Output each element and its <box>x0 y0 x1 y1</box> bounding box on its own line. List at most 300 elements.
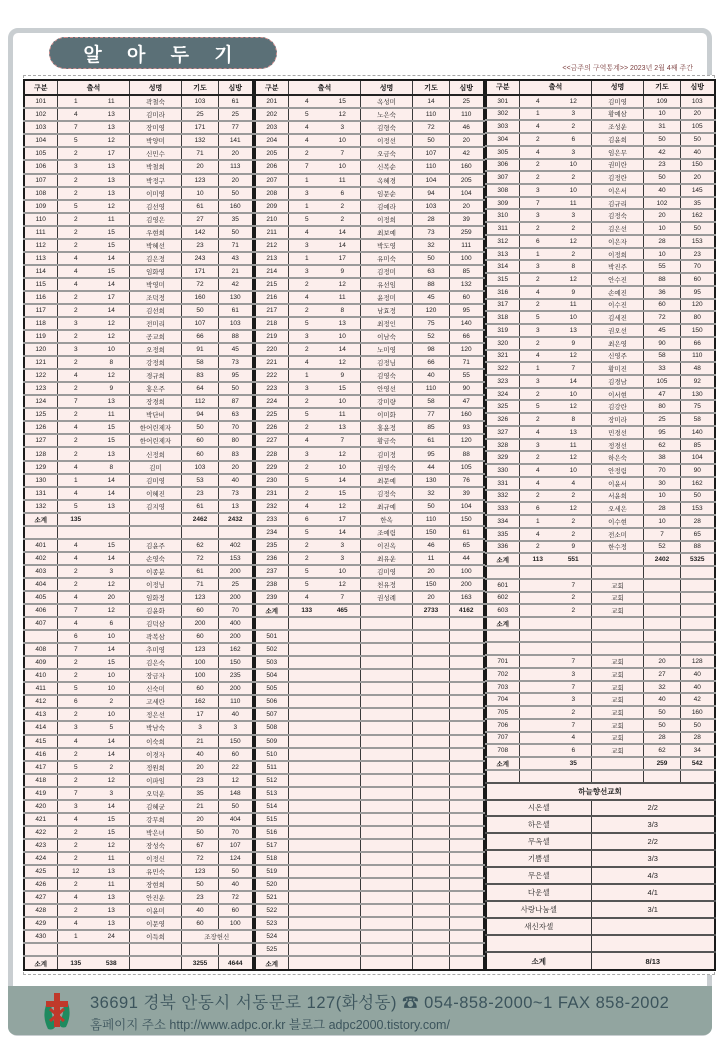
table-cell <box>58 95 130 108</box>
table-cell <box>219 526 253 539</box>
table-row <box>486 579 715 592</box>
table-cell: 108 <box>24 187 58 200</box>
attendance-b: 2 <box>571 607 576 615</box>
table-cell <box>58 487 130 500</box>
table-cell: 153 <box>219 552 253 565</box>
table-cell: 50 <box>681 222 715 235</box>
table-cell <box>361 852 413 865</box>
table-cell: 66 <box>681 337 715 350</box>
attendance-b: 11 <box>338 411 346 419</box>
table-cell: 이윤서 <box>592 477 644 490</box>
table-cell <box>289 826 361 839</box>
table-cell: 최유운 <box>361 552 413 565</box>
attendance-b: 12 <box>569 237 577 245</box>
attendance-a: 2 <box>73 659 78 667</box>
table-cell: 130 <box>681 388 715 401</box>
table-cell: 407 <box>24 617 58 630</box>
table-cell: 323 <box>486 375 520 388</box>
attendance-a: 5 <box>73 685 78 693</box>
table-cell <box>520 693 592 706</box>
table-cell: 권오선 <box>592 324 644 337</box>
table-cell <box>520 413 592 426</box>
table-cell: 402 <box>24 552 58 565</box>
attendance-a: 135 <box>70 959 82 967</box>
table-cell <box>592 757 644 770</box>
table-cell: 2402 <box>644 553 681 566</box>
table-cell: 김정란 <box>592 171 644 184</box>
table-row <box>255 239 484 252</box>
table-cell <box>361 617 413 630</box>
table-cell: 162 <box>182 695 219 708</box>
attendance-a: 4 <box>535 288 540 296</box>
table-cell: 73 <box>219 487 253 500</box>
table-cell: 이혜진 <box>130 487 182 500</box>
attendance-a: 4 <box>304 502 309 510</box>
table-cell: 123 <box>182 174 219 187</box>
attendance-b: 2 <box>571 594 576 602</box>
table-cell: 107 <box>24 174 58 187</box>
table-cell: 90 <box>450 382 484 395</box>
table-row <box>486 935 715 952</box>
table-row <box>486 884 715 901</box>
table-cell: 이남숙 <box>361 330 413 343</box>
table-row <box>486 553 715 566</box>
table-row <box>24 682 253 695</box>
attendance-a: 2 <box>73 437 78 445</box>
attendance-a: 5 <box>304 111 309 119</box>
footer-text <box>90 989 669 1033</box>
attendance-b: 8 <box>109 463 114 471</box>
table-row <box>486 375 715 388</box>
table-cell: 512 <box>255 774 289 787</box>
table-row <box>255 813 484 826</box>
table-cell: 508 <box>255 721 289 734</box>
table-row <box>24 930 253 943</box>
table-cell: 114 <box>24 265 58 278</box>
table-cell <box>413 643 450 656</box>
attendance-a: 2 <box>535 135 540 143</box>
table-cell: 103 <box>413 200 450 213</box>
table-cell: 511 <box>255 761 289 774</box>
attendance-a: 5 <box>73 502 78 510</box>
table-cell: 김강란 <box>592 400 644 413</box>
table-cell: 김선영 <box>130 200 182 213</box>
table-cell <box>289 735 361 748</box>
table-cell: 장현희 <box>130 878 182 891</box>
attendance-a: 3 <box>535 326 540 334</box>
table-cell: 58 <box>182 356 219 369</box>
attendance-b: 6 <box>340 189 345 197</box>
table-row <box>486 273 715 286</box>
table-cell: 김규리 <box>592 197 644 210</box>
table-cell: 신숙미 <box>130 682 182 695</box>
table-cell <box>520 617 592 630</box>
table-group-1 <box>23 79 254 971</box>
table-cell <box>361 839 413 852</box>
table-group-2 <box>254 79 485 971</box>
table-row <box>24 839 253 852</box>
table-cell: 최문예 <box>361 474 413 487</box>
table-cell: 28 <box>681 732 715 745</box>
table-cell <box>58 174 130 187</box>
table-cell: 40 <box>681 681 715 694</box>
table-cell: 222 <box>255 369 289 382</box>
table-cell: 88 <box>450 447 484 460</box>
table-cell <box>413 761 450 774</box>
attendance-b: 12 <box>107 607 115 615</box>
attendance-a: 3 <box>73 346 78 354</box>
table-cell: 8/13 <box>592 952 715 970</box>
table-cell: 교회 <box>592 719 644 732</box>
table-cell <box>289 369 361 382</box>
table-cell: 62 <box>644 744 681 757</box>
table-cell: 330 <box>486 464 520 477</box>
table-row <box>24 565 253 578</box>
table-cell: 128 <box>24 447 58 460</box>
table-cell: 31 <box>644 120 681 133</box>
table-cell <box>289 461 361 474</box>
table-cell <box>450 917 484 930</box>
table-cell: 21 <box>219 265 253 278</box>
attendance-b: 8 <box>340 306 345 314</box>
attendance-a: 5 <box>535 403 540 411</box>
attendance-b: 10 <box>338 137 346 145</box>
table-cell <box>289 500 361 513</box>
attendance-a: 4 <box>73 424 78 432</box>
table-cell: 50 <box>182 421 219 434</box>
table-cell: 514 <box>255 800 289 813</box>
table-row <box>486 400 715 413</box>
table-cell <box>58 943 130 956</box>
table-cell: 22 <box>219 761 253 774</box>
table-cell <box>58 904 130 917</box>
table-row <box>255 187 484 200</box>
table-cell <box>450 708 484 721</box>
table-cell <box>450 682 484 695</box>
table-cell: 김영숙 <box>361 369 413 382</box>
table-cell: 210 <box>255 213 289 226</box>
table-cell: 200 <box>450 578 484 591</box>
table-cell: 132 <box>182 134 219 147</box>
table-cell <box>361 956 413 970</box>
table-cell: 50 <box>681 490 715 503</box>
attendance-b: 11 <box>569 199 577 207</box>
table-cell: 교회 <box>592 579 644 592</box>
table-row <box>24 395 253 408</box>
attendance-a: 5 <box>304 528 309 536</box>
table-cell: 60 <box>681 273 715 286</box>
table-cell: 410 <box>24 669 58 682</box>
table-cell: 415 <box>24 735 58 748</box>
table-row <box>255 174 484 187</box>
table-cell: 60 <box>182 630 219 643</box>
table-cell: 50 <box>644 133 681 146</box>
table-cell: 2/2 <box>592 833 715 850</box>
table-row <box>486 867 715 884</box>
table-cell <box>450 943 484 956</box>
table-row <box>255 369 484 382</box>
table-cell: 105 <box>24 147 58 160</box>
table-cell <box>450 839 484 852</box>
table-cell: 이득희 <box>130 930 182 943</box>
table-cell: 320 <box>486 337 520 350</box>
table-cell: 215 <box>255 278 289 291</box>
table-cell <box>592 617 644 630</box>
table-cell <box>289 487 361 500</box>
attendance-a: 3 <box>535 441 540 449</box>
table-cell: 116 <box>24 291 58 304</box>
table-cell: 85 <box>681 439 715 452</box>
table-cell: 113 <box>219 160 253 173</box>
table-cell: 20 <box>182 160 219 173</box>
table-cell: 205 <box>450 174 484 187</box>
table-cell <box>58 278 130 291</box>
table-cell <box>413 930 450 943</box>
attendance-a: 133 <box>301 607 313 615</box>
table-cell <box>289 917 361 930</box>
attendance-b: 15 <box>107 267 115 275</box>
table-cell <box>361 721 413 734</box>
table-row <box>255 761 484 774</box>
attendance-a: 6 <box>73 698 78 706</box>
table-cell: 45 <box>413 291 450 304</box>
table-cell <box>644 592 681 605</box>
table-cell: 10 <box>644 222 681 235</box>
attendance-b: 14 <box>338 346 346 354</box>
table-cell <box>520 553 592 566</box>
table-cell: 238 <box>255 578 289 591</box>
table-cell: 11 <box>413 552 450 565</box>
table-cell: 113 <box>24 252 58 265</box>
table-cell: 507 <box>255 708 289 721</box>
attendance-b: 3 <box>571 148 576 156</box>
table-cell: 306 <box>486 159 520 172</box>
table-row <box>24 748 253 761</box>
table-cell: 40 <box>644 693 681 706</box>
attendance-a: 4 <box>304 359 309 367</box>
attendance-a: 4 <box>535 530 540 538</box>
table-cell: 104 <box>681 451 715 464</box>
table-cell: 230 <box>255 474 289 487</box>
attendance-b: 5 <box>109 724 114 732</box>
table-row <box>486 816 715 833</box>
table-cell <box>520 439 592 452</box>
table-cell: 303 <box>486 120 520 133</box>
table-cell: 신영주 <box>592 350 644 363</box>
attendance-b: 12 <box>569 403 577 411</box>
table-cell: 602 <box>486 592 520 605</box>
table-cell <box>58 813 130 826</box>
attendance-b: 10 <box>338 163 346 171</box>
table-cell: 88 <box>681 541 715 554</box>
attendance-a: 2 <box>73 580 78 588</box>
table-row <box>255 317 484 330</box>
attendance-b: 35 <box>569 759 577 767</box>
table-cell: 310 <box>486 209 520 222</box>
table-cell: 502 <box>255 643 289 656</box>
attendance-b: 15 <box>107 241 115 249</box>
table-row <box>255 461 484 474</box>
table-cell: 72 <box>182 552 219 565</box>
table-cell: 김미영 <box>361 565 413 578</box>
table-row <box>486 464 715 477</box>
table-row <box>255 147 484 160</box>
attendance-a: 2 <box>304 463 309 471</box>
table-cell: 하늘향선교회 <box>486 783 715 800</box>
table-cell: 313 <box>486 248 520 261</box>
table-cell <box>413 878 450 891</box>
table-row <box>24 852 253 865</box>
table-cell <box>644 604 681 617</box>
table-cell <box>520 350 592 363</box>
table-cell <box>289 708 361 721</box>
attendance-b: 12 <box>569 454 577 462</box>
table-cell: 90 <box>681 464 715 477</box>
attendance-b: 6 <box>109 620 114 628</box>
table-cell <box>450 813 484 826</box>
table-cell: 98 <box>413 343 450 356</box>
table-cell: 121 <box>24 356 58 369</box>
attendance-b: 9 <box>340 267 345 275</box>
table-row <box>255 160 484 173</box>
table-cell <box>681 617 715 630</box>
attendance-a: 2 <box>73 711 78 719</box>
attendance-a: 4 <box>73 737 78 745</box>
table-cell: 한수정 <box>592 541 644 554</box>
table-cell: 160 <box>681 706 715 719</box>
table-cell: 50 <box>219 865 253 878</box>
table-cell: 200 <box>219 682 253 695</box>
table-row <box>486 439 715 452</box>
table-cell: 126 <box>24 421 58 434</box>
table-cell: 45 <box>219 343 253 356</box>
table-cell <box>450 800 484 813</box>
table-cell: 160 <box>182 291 219 304</box>
table-row <box>486 668 715 681</box>
table-row <box>24 813 253 826</box>
table-row <box>255 839 484 852</box>
table-row <box>486 490 715 503</box>
table-cell <box>644 630 681 643</box>
table-cell: 223 <box>255 382 289 395</box>
attendance-b: 2 <box>571 530 576 538</box>
attendance-a: 2 <box>73 215 78 223</box>
table-cell: 62 <box>644 439 681 452</box>
table-cell: 221 <box>255 356 289 369</box>
table-cell <box>24 943 58 956</box>
table-cell: 418 <box>24 774 58 787</box>
attendance-b: 8 <box>109 359 114 367</box>
table-row <box>255 434 484 447</box>
table-cell: 61 <box>182 200 219 213</box>
table-cell <box>58 787 130 800</box>
attendance-b: 2 <box>571 517 576 525</box>
table-cell <box>58 343 130 356</box>
table-cell <box>289 839 361 852</box>
table-cell: 박남숙 <box>130 721 182 734</box>
table-cell: 103 <box>182 95 219 108</box>
table-row <box>486 388 715 401</box>
attendance-a: 4 <box>73 541 78 549</box>
attendance-b: 12 <box>338 359 346 367</box>
table-row <box>24 943 253 956</box>
table-cell <box>486 770 520 783</box>
table-cell: 334 <box>486 515 520 528</box>
attendance-a: 4 <box>73 920 78 928</box>
table-cell: 109 <box>24 200 58 213</box>
table-cell: 226 <box>255 421 289 434</box>
table-cell: 25 <box>219 108 253 121</box>
table-cell: 106 <box>24 160 58 173</box>
table-cell: 이수진 <box>592 299 644 312</box>
table-cell <box>58 121 130 134</box>
table-cell <box>361 826 413 839</box>
attendance-a: 4 <box>535 123 540 131</box>
table-cell: 최보예 <box>361 226 413 239</box>
attendance-b: 8 <box>571 416 576 424</box>
table-cell: 88 <box>644 273 681 286</box>
attendance-b: 10 <box>569 161 577 169</box>
table-cell: 교회 <box>592 655 644 668</box>
table-cell <box>130 526 182 539</box>
table-cell <box>361 943 413 956</box>
table-cell <box>58 774 130 787</box>
table-cell <box>413 774 450 787</box>
table-cell: 42 <box>219 278 253 291</box>
attendance-b: 14 <box>107 802 115 810</box>
table-cell: 신복순 <box>361 160 413 173</box>
attendance-a: 4 <box>304 137 309 145</box>
table-cell: 50 <box>644 171 681 184</box>
table-cell: 100 <box>219 917 253 930</box>
column-header: 기도 <box>644 80 681 95</box>
table-cell: 91 <box>182 343 219 356</box>
table-row <box>24 761 253 774</box>
table-cell <box>520 209 592 222</box>
attendance-b: 15 <box>107 659 115 667</box>
table-cell: 46 <box>413 539 450 552</box>
table-cell: 손영숙 <box>130 552 182 565</box>
table-cell <box>58 695 130 708</box>
table-cell <box>289 565 361 578</box>
table-cell: 소계 <box>24 956 58 970</box>
table-cell: 50 <box>182 826 219 839</box>
table-cell: 2733 <box>413 604 450 617</box>
table-cell: 5325 <box>681 553 715 566</box>
attendance-b: 2 <box>571 225 576 233</box>
table-cell: 705 <box>486 706 520 719</box>
attendance-a: 4 <box>535 428 540 436</box>
table-cell: 123 <box>182 865 219 878</box>
table-row <box>24 578 253 591</box>
attendance-b: 15 <box>107 437 115 445</box>
column-header: 출석 <box>520 80 592 95</box>
table-row <box>255 787 484 800</box>
table-cell <box>361 669 413 682</box>
table-cell: 김예라 <box>361 200 413 213</box>
table-cell <box>413 708 450 721</box>
table-cell <box>289 239 361 252</box>
table-cell: 232 <box>255 500 289 513</box>
table-cell: 142 <box>182 226 219 239</box>
attendance-a: 7 <box>73 124 78 132</box>
table-cell <box>644 617 681 630</box>
table-cell: 58 <box>681 413 715 426</box>
table-cell: 73 <box>413 226 450 239</box>
table-cell: 130 <box>219 291 253 304</box>
table-cell: 72 <box>644 311 681 324</box>
table-row <box>24 474 253 487</box>
